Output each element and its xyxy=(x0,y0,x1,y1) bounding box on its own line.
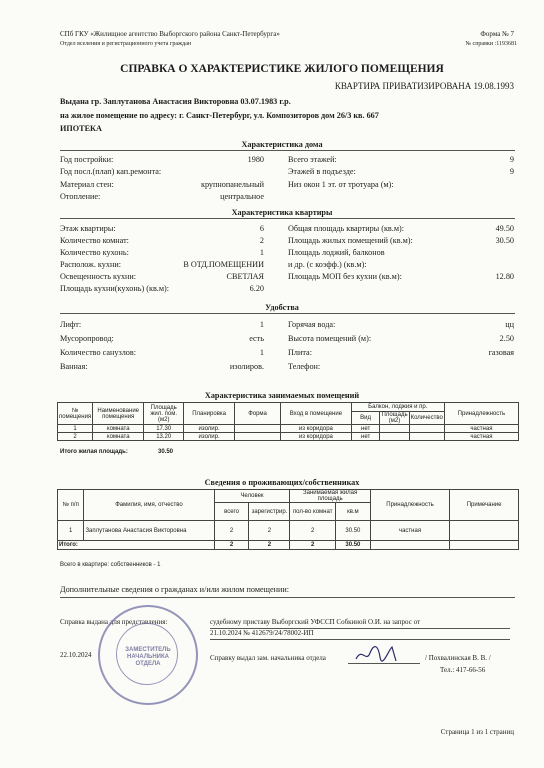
col-persons: Человек xyxy=(214,490,290,503)
col-number: № помещения xyxy=(58,403,93,425)
balcony-area-label-2: и др. (с коэфф.) (кв.м): xyxy=(288,260,367,269)
bathrooms-value: 1 xyxy=(259,348,264,357)
cell: 30.50 xyxy=(335,521,370,541)
total-area-label: Общая площадь квартиры (кв.м): xyxy=(288,224,405,233)
common-area-label: Площадь МОП без кухни (кв.м): xyxy=(288,272,402,281)
cell: 1 xyxy=(58,521,84,541)
cell: частная xyxy=(444,433,518,441)
house-heading: Характеристика дома xyxy=(241,140,323,149)
cell: 30.50 xyxy=(335,541,370,550)
residents-table xyxy=(57,489,519,550)
entrance-floors-value: 9 xyxy=(509,167,514,176)
balcony-area-label: Площадь лоджий, балконов xyxy=(288,248,385,257)
total-row xyxy=(58,541,519,550)
cell: комната xyxy=(93,425,144,433)
mortgage-flag: ИПОТЕКА xyxy=(60,124,102,133)
cell: 1 xyxy=(58,425,93,433)
amenities-heading: Удобства xyxy=(265,303,299,312)
build-year-label: Год постройки: xyxy=(60,155,114,164)
col-form: Форма xyxy=(235,403,281,425)
floors-label: Всего этажей: xyxy=(288,155,337,164)
cell xyxy=(370,541,449,550)
kitchen-light-label: Освещенность кухни: xyxy=(60,272,137,281)
stove-value: газовая xyxy=(488,348,514,357)
stamp-text: ЗАМЕСТИТЕЛЬ НАЧАЛЬНИКА ОТДЕЛА xyxy=(125,647,171,667)
total-area-value: 49.50 xyxy=(495,224,514,233)
heating-value: центральное xyxy=(220,192,264,201)
entrance-floors-label: Этажей в подъезде: xyxy=(288,167,356,176)
table-row xyxy=(58,521,519,541)
col-balcony-count: Количество xyxy=(409,412,444,425)
col-registered: зарегистрир. xyxy=(249,503,290,521)
flat-floor-value: 6 xyxy=(259,224,264,233)
given-for-text-2: 21.10.2024 № 412679/24/78002-ИП xyxy=(210,629,314,637)
cell: 17.30 xyxy=(144,425,184,433)
cell: 2 xyxy=(214,541,249,550)
kitchen-location-label: Располож. кухни: xyxy=(60,260,122,269)
amenities-rule xyxy=(60,313,515,314)
hot-water-value: цц xyxy=(505,320,514,329)
cell xyxy=(235,433,281,441)
cell: частная xyxy=(444,425,518,433)
col-belonging: Принадлежность xyxy=(370,490,449,521)
col-occupied-area: Занимаемая жилая площадь xyxy=(290,490,370,503)
chute-label: Мусоропровод: xyxy=(60,334,114,343)
col-index: № п/п xyxy=(58,490,84,521)
ceiling-height-label: Высота помещений (м): xyxy=(288,334,372,343)
col-layout: Планировка xyxy=(184,403,235,425)
bathrooms-label: Количество санузлов: xyxy=(60,348,137,357)
cell: 2 xyxy=(249,541,290,550)
cell: частная xyxy=(370,521,449,541)
cell xyxy=(450,521,519,541)
kitchen-area-value: 6.20 xyxy=(249,284,264,293)
given-for-underline-2 xyxy=(210,639,510,640)
col-total-persons: всего xyxy=(214,503,249,521)
repair-year-label: Год посл.(плап) кап.ремонта: xyxy=(60,167,162,176)
walls-value: крупнопанельный xyxy=(200,180,264,189)
page-counter: Страница 1 из 1 страниц xyxy=(440,728,514,736)
col-full-name: Фамилия, имя, отчество xyxy=(84,490,214,521)
house-rule xyxy=(60,150,515,151)
given-for-text: судебному приставу Выборгский УФССП Собкиной О.И. на запрос от xyxy=(210,618,421,626)
address-line: на жилое помещение по адресу: г. Санкт-Петербург, ул. Композиторов дом 26/3 кв. 667 xyxy=(60,111,379,120)
bath-value: изолиров. xyxy=(229,362,264,371)
living-area-value: 30.50 xyxy=(495,236,514,245)
table-row xyxy=(58,433,519,441)
elevator-value: 1 xyxy=(259,320,264,329)
ceiling-height-value: 2.50 xyxy=(499,334,514,343)
reference-number: № справки :1193681 xyxy=(465,41,517,47)
additional-info-line xyxy=(60,597,515,598)
issuer-label: Справку выдал зам. начальника отдела xyxy=(210,654,326,662)
cell: 2 xyxy=(249,521,290,541)
org-name: СПб ГКУ «Жилищное агентство Выборгского района Санкт-Петербурга» xyxy=(60,30,280,38)
cell: 13.20 xyxy=(144,433,184,441)
document-title: СПРАВКА О ХАРАКТЕРИСТИКЕ ЖИЛОГО ПОМЕЩЕНИЯ xyxy=(120,63,444,75)
col-entrance: Вход в помещение xyxy=(281,403,352,425)
elevator-label: Лифт: xyxy=(60,320,82,329)
cell: 2 xyxy=(214,521,249,541)
col-room-count: пол-во комнат xyxy=(290,503,335,521)
col-ownership: Принадлежность xyxy=(444,403,518,425)
issuer-phone: Тел.: 417-66-56 xyxy=(440,666,486,674)
dept-name: Отдел вселения и регистрационного учета граждан xyxy=(60,41,192,47)
kitchens-count-label: Количество кухонь: xyxy=(60,248,129,257)
additional-info-label: Дополнительные сведения о гражданах и/или жилом помещении: xyxy=(60,585,290,594)
stove-label: Плита: xyxy=(288,348,312,357)
col-balcony-area: Площадь (м2) xyxy=(381,412,408,424)
col-room-name: Наименование помещения xyxy=(93,403,144,425)
form-number: Форма № 7 xyxy=(480,30,514,38)
phone-label: Телефон: xyxy=(288,362,321,371)
issuer-name: / Похвалинская В. В. / xyxy=(425,654,491,662)
cell: 2 xyxy=(290,521,335,541)
cell: 2 xyxy=(290,541,335,550)
living-area-label: Площадь жилых помещений (кв.м): xyxy=(288,236,413,245)
heating-label: Отопление: xyxy=(60,192,101,201)
flat-floor-label: Этаж квартиры: xyxy=(60,224,116,233)
col-balcony: Балкон, лоджия и пр. xyxy=(351,403,444,412)
flat-heading: Характеристика квартиры xyxy=(231,208,333,217)
flat-rule xyxy=(60,218,515,219)
kitchen-light-value: СВЕТЛАЯ xyxy=(226,272,264,281)
cell xyxy=(409,433,444,441)
resident-name: Заплутанова Анастасия Викторовна xyxy=(84,521,214,541)
issued-to: Выдана гр. Заплутанова Анастасия Викторовна 03.07.1983 г.р. xyxy=(60,97,291,106)
walls-label: Материал стен: xyxy=(60,180,114,189)
cell: 2 xyxy=(58,433,93,441)
rooms-count-value: 2 xyxy=(259,236,264,245)
cell: нет xyxy=(351,425,380,433)
residents-heading: Сведения о проживающих/собственниках xyxy=(204,478,360,487)
cell xyxy=(409,425,444,433)
issue-date: 22.10.2024 xyxy=(60,651,92,659)
cell xyxy=(380,425,409,433)
rooms-count-label: Количество комнат: xyxy=(60,236,129,245)
cell: из коридора xyxy=(281,433,352,441)
table-row xyxy=(58,425,519,433)
kitchen-area-label: Площадь кухни(кухонь) (кв.м): xyxy=(60,284,170,293)
col-note: Примечание xyxy=(450,490,519,521)
kitchens-count-value: 1 xyxy=(259,248,264,257)
cell: из коридора xyxy=(281,425,352,433)
col-room-area: Площадь жил. пом.(м2) xyxy=(144,403,184,425)
build-year-value: 1980 xyxy=(247,155,264,164)
floors-value: 9 xyxy=(509,155,514,164)
cell: изолир. xyxy=(184,433,235,441)
kitchen-location-value: В ОТД.ПОМЕЩЕНИИ xyxy=(183,260,264,269)
official-stamp xyxy=(98,605,198,705)
col-sqm: кв.м xyxy=(335,503,370,521)
hot-water-label: Горячая вода: xyxy=(288,320,336,329)
cell: Итого: xyxy=(58,541,215,550)
cell xyxy=(450,541,519,550)
privatization-note: КВАРТИРА ПРИВАТИЗИРОВАНА 19.08.1993 xyxy=(334,81,514,91)
common-area-value: 12.80 xyxy=(495,272,514,281)
rooms-total-label: Итого жилая площадь: xyxy=(60,449,128,455)
given-for-label: Справка выдана для представления: xyxy=(60,618,168,626)
cell: комната xyxy=(93,433,144,441)
rooms-total-value: 30.50 xyxy=(158,449,174,455)
col-balcony-type: Вид xyxy=(351,412,380,425)
bath-label: Ванная: xyxy=(60,362,88,371)
rooms-heading: Характеристика занимаемых помещений xyxy=(204,391,360,400)
cell: изолир. xyxy=(184,425,235,433)
window-height-label: Низ окон 1 эт. от тротуара (м): xyxy=(288,180,394,189)
residents-count: Всего в квартире: собственников - 1 xyxy=(60,562,161,568)
cell xyxy=(235,425,281,433)
chute-value: есть xyxy=(249,334,264,343)
rooms-table xyxy=(57,402,519,441)
signature-mark xyxy=(352,641,402,667)
cell: нет xyxy=(351,433,380,441)
cell xyxy=(380,433,409,441)
